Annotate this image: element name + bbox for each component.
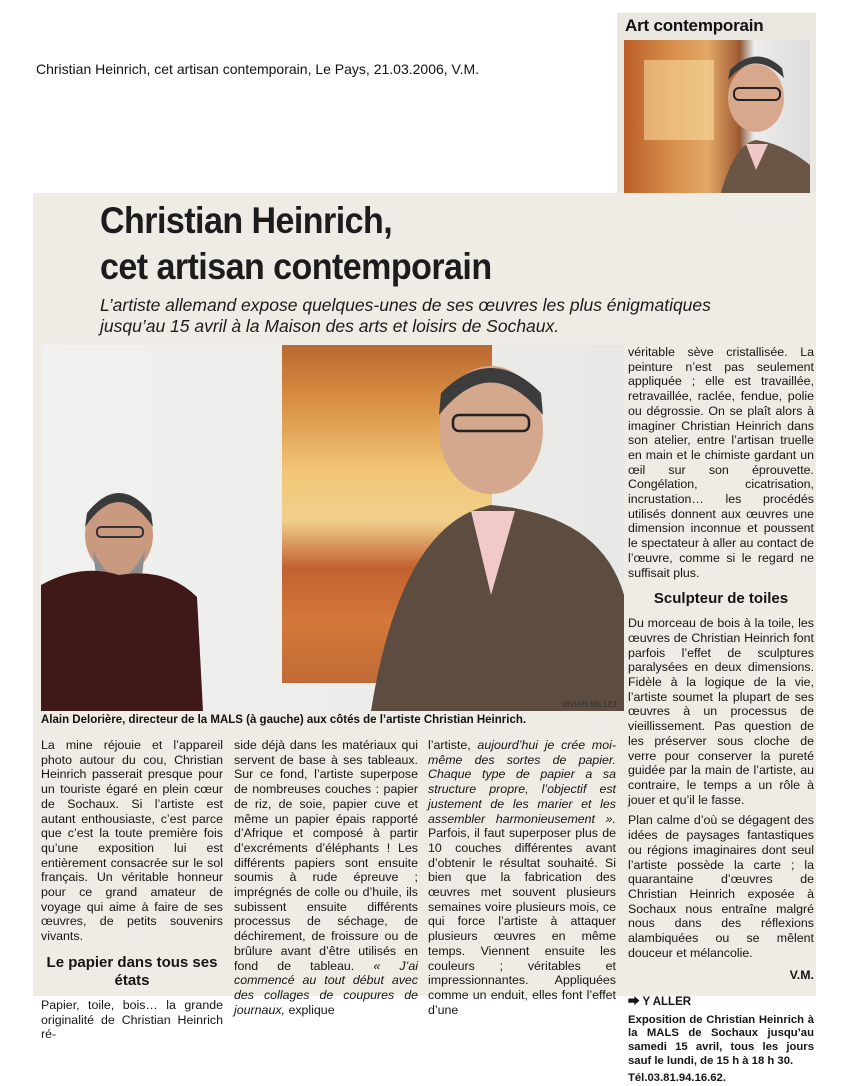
- event-info: Exposition de Christian Heinrich à la MALS de Sochaux jusqu’au samedi 15 avril, tous les jours sauf le lundi, de 15 h à 18 h 30.: [628, 1013, 814, 1067]
- paragraph: Plan calme d’où se dégagent des idées de paysages fantastiques ou régions imaginaires dont seul l’artiste possède la carte ; la quarantaine d’œuvres de Christian Heinrich exposée à Sochaux nous entraîne malgré nous dans des réflexions alambiquées ou se mêlent douceur et mélancolie.: [628, 813, 814, 960]
- paragraph: véritable sève cristallisée. La peinture n’est pas seulement appliquée ; elle est travaillée, retravaillée, raclée, fendue, polie ou dégrossie. On se plaît alors à imaginer Christian Heinrich dans son atelier, entre l’artisan truelle en main et le chimiste gardant un œil sur son éprouvette. Congélation, cicatrisation, incrustation… les procédés utilisés donnent aux œuvres une dimension inconnue et poussent le spectateur à aller au contact de l’œuvre, comme si le regard ne suffisait plus.: [628, 345, 814, 580]
- lede: L’artiste allemand expose quelques-unes de ses œuvres les plus énigmatiques jusqu’au 15 avril à la Maison des arts et loisirs de Sochaux.: [100, 295, 711, 336]
- headline-line-1: Christian Heinrich,: [100, 200, 393, 241]
- column-3: [428, 738, 616, 1017]
- arrow-right-icon: ⮕: [628, 996, 640, 1009]
- paragraph: La mine réjouie et l’appareil photo autour du cou, Christian Heinrich passerait presque pour un touriste égaré en plein cœur de Sochaux. Si l’artiste est autant enthousiaste, c’est parce que c’est la toute première fois qu’une exposition lui est entièrement consacrée sur le sol français. Un véritable honneur pour ce grand amateur de voyage qui aime à faire de ses œuvres, de petits souvenirs vivants.: [41, 738, 223, 944]
- paragraph: side déjà dans les matériaux qui servent de base à ses tableaux. Sur ce fond, l’artiste superpose de nombreuses couches : papier de riz, de soie, papier cuve et même un papier épais rapporté d’Afrique et composé à partir d’excréments d’éléphants ! Les différents papiers sont ensuite soumis à rude épreuve ; imprégnés de colle ou d’huile, ils subissent ensuite différents processus de séchage, de déchirement, de froissure ou de brûlure avant d’être utilisés en fond de tableau. « J’ai commencé au tout début avec des collages de coupures de journaux, explique: [234, 738, 418, 1017]
- main-photo: [41, 345, 624, 711]
- headline-line-2: cet artisan contemporain: [100, 246, 492, 287]
- column-1: [41, 738, 223, 1042]
- photo-credit: VIVIAN MILLET: [561, 700, 618, 709]
- photo-caption: Alain Delorière, directeur de la MALS (à gauche) aux côtés de l’artiste Christian Heinrich.: [41, 714, 527, 726]
- subheading: Le papier dans tous ses états: [46, 953, 218, 989]
- column-4: [628, 345, 814, 1086]
- paragraph: l’artiste, aujourd’hui je crée moi-même des sortes de papier. Chaque type de papier a sa structure propre, l’objectif est justement de les marier et les assembler harmonieusement ». Parfois, il faut superposer plus de 10 couches différentes avant d’obtenir le résultat souhaité. Si bien que la fabrication des œuvres met souvent plusieurs semaines voire plusieurs mois, ce qui force l’artiste à attaquer plusieurs œuvres en même temps. Viennent ensuite les couleurs ; véritables et impressionnantes. Appliquées comme un enduit, elles font l’effet d’une: [428, 738, 616, 1017]
- paragraph: Papier, toile, bois… la grande originalité de Christian Heinrich ré-: [41, 997, 223, 1042]
- people-illustration: [41, 345, 624, 711]
- column-2: [234, 738, 418, 1017]
- y-aller-heading: ⮕ Y ALLER: [628, 996, 692, 1009]
- article: [33, 193, 816, 1085]
- teaser-title: Art contemporain: [625, 16, 764, 35]
- phone-number: Tél.03.81.94.16.62.: [628, 1072, 726, 1085]
- signature: V.M.: [789, 968, 814, 983]
- paragraph: Du morceau de bois à la toile, les œuvres de Christian Heinrich font parfois l’effet de sculptures paralysées en deux dimensions. Fidèle à la logique de la vie, l’artiste soumet la plupart de ses œuvres à un processus de vieillissement. Pas question de les préserver sous cloche de verre pour conserver la pureté guidée par la main de l’artiste, au contraire, le temps a un rôle à jouer et qu’il le fasse.: [628, 616, 814, 807]
- subheading: Sculpteur de toiles: [653, 590, 789, 608]
- teaser-photo: [624, 40, 810, 196]
- source-caption: Christian Heinrich, cet artisan contemporain, Le Pays, 21.03.2006, V.M.: [36, 61, 480, 77]
- headline: [100, 198, 492, 290]
- portrait-image: [624, 40, 810, 196]
